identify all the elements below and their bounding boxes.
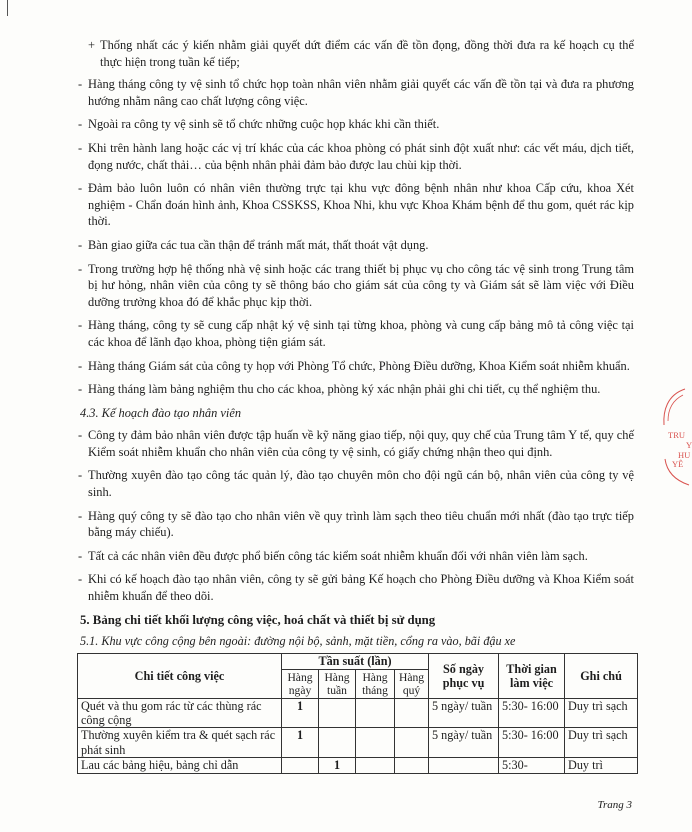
list-item-text: Hàng quý công ty sẽ đào tạo cho nhân viên về quy trình làm sạch theo tiêu chuẩn mới nhất (đào tạo trực tiếp bằng máy chiếu). (88, 508, 634, 540)
cell-monthly (356, 698, 395, 728)
header-monthly: Hàng tháng (356, 669, 395, 698)
cell-detail: Quét và thu gom rác từ các thùng rác công cộng (78, 698, 282, 728)
bullet-marker: - (78, 428, 83, 443)
bullet-marker: - (78, 548, 83, 563)
stamp-text-4: YÊ (672, 459, 684, 469)
stamp-arc-top (664, 389, 685, 425)
meeting-section (78, 37, 634, 398)
training-section (78, 427, 634, 604)
subheading-public-area: 5.1. Khu vực công cộng bên ngoài: đường nội bộ, sảnh, mặt tiền, cổng ra vào, bãi đậu xe (80, 634, 516, 649)
list-item-text: Trong trường hợp hệ thống nhà vệ sinh hoặc các trang thiết bị phục vụ cho công tác vệ sinh trong Trung tâm bị hư hỏng, nhân viên của công ty sẽ thông báo cho giám sát của công ty và Giám sát sẽ làm việc với Điều dưỡng trưởng khoa đó để khắc phục kịp thời. (88, 261, 634, 309)
list-item (78, 261, 634, 311)
bullet-marker: - (78, 77, 83, 92)
stamp-text-3: HU (678, 450, 691, 460)
cell-quarterly (395, 758, 429, 773)
table-row (78, 758, 638, 773)
cell-weekly: 1 (319, 758, 356, 773)
header-daily: Hàng ngày (282, 669, 319, 698)
cell-quarterly (395, 728, 429, 758)
bullet-marker: + (88, 38, 95, 52)
table-row (78, 698, 638, 728)
list-item (78, 427, 634, 460)
bullet-marker: - (78, 140, 83, 155)
page-corner-mark (7, 0, 8, 16)
list-item (78, 548, 634, 565)
list-item (78, 317, 634, 350)
cell-time: 5:30- (499, 758, 565, 773)
cell-quarterly (395, 698, 429, 728)
bullet-marker: - (78, 261, 83, 276)
header-quarterly: Hàng quý (395, 669, 429, 698)
cell-detail: Thường xuyên kiểm tra & quét sạch rác phát sinh (78, 728, 282, 758)
red-stamp-partial (655, 381, 692, 491)
list-item-text: Thường xuyên đào tạo công tác quản lý, đào tạo chuyên môn cho đội ngũ cán bộ, nhân viên của công ty vệ sinh. (88, 468, 634, 500)
cell-daily (282, 758, 319, 773)
list-item (78, 237, 634, 254)
list-item-text: Hàng tháng công ty vệ sinh tổ chức họp toàn nhân viên nhằm giải quyết các vấn đề tồn tại và đưa ra phương hướng nhằm nâng cao chất lượng công việc. (88, 77, 634, 108)
list-item-text: Tất cả các nhân viên đều được phổ biến công tác kiểm soát nhiễm khuẩn đối với nhân viên làm sạch. (88, 548, 588, 563)
list-item (78, 467, 634, 500)
list-item (78, 180, 634, 230)
list-item (78, 508, 634, 541)
list-item-text: Bàn giao giữa các tua cần thận để tránh mất mát, thất thoát vật dụng. (88, 237, 429, 252)
cell-note: Duy trì sạch (565, 698, 638, 728)
cell-note: Duy trì sạch (565, 728, 638, 758)
header-weekly: Hàng tuần (319, 669, 356, 698)
header-frequency-label: Tần suất (lần) (318, 654, 392, 669)
bullet-marker: - (78, 358, 83, 373)
list-item (78, 571, 634, 604)
bullet-marker: - (78, 181, 83, 196)
list-item (78, 116, 634, 133)
cell-daily: 1 (282, 698, 319, 728)
cell-detail: Lau các bảng hiệu, bảng chỉ dẫn (78, 758, 282, 773)
list-item (78, 358, 634, 375)
bullet-marker: - (78, 237, 83, 252)
header-detail: Chi tiết công việc (78, 654, 282, 698)
page-number: Trang 3 (597, 799, 632, 811)
header-time: Thời gian làm việc (499, 654, 565, 698)
list-item-text: Hàng tháng làm bảng nghiệm thu cho các khoa, phòng ký xác nhận phải ghi chi tiết, cụ thể nghiệm thu. (88, 382, 601, 397)
list-item-text: Ngoài ra công ty vệ sinh sẽ tổ chức những cuộc họp khác khi cần thiết. (88, 117, 440, 132)
table-row (78, 728, 638, 758)
bullet-marker: - (78, 318, 83, 333)
list-item (78, 37, 634, 70)
list-item-text: Thống nhất các ý kiến nhằm giải quyết dứt điểm các vấn đề tồn đọng, đồng thời đưa ra kế hoạch cụ thể thực hiện trong tuần kế tiếp; (100, 38, 634, 69)
section-5-title: 5. Bảng chi tiết khối lượng công việc, hoá chất và thiết bị sử dụng (80, 612, 436, 627)
cell-note: Duy trì (565, 758, 638, 773)
cell-time: 5:30- 16:00 (499, 698, 565, 728)
list-item (78, 76, 634, 109)
stamp-text-2: Y (686, 440, 692, 450)
cell-weekly (319, 728, 356, 758)
header-frequency (282, 654, 429, 669)
bullet-marker: - (78, 508, 83, 523)
list-item-text: Hàng tháng Giám sát của công ty họp với Phòng Tổ chức, Phòng Điều dưỡng, Khoa Kiểm soát nhiễm khuẩn. (88, 358, 630, 373)
cell-days: 5 ngày/ tuần (429, 728, 499, 758)
list-item-text: Khi có kế hoạch đào tạo nhân viên, công ty sẽ gửi bảng Kế hoạch cho Phòng Điều dưỡng và Khoa Kiểm soát nhiễm khuẩn để theo dõi. (88, 572, 634, 604)
list-item (78, 381, 634, 398)
stamp-text-1: TRU (668, 430, 685, 440)
bullet-marker: - (78, 468, 83, 483)
cell-monthly (356, 728, 395, 758)
work-volume-table (77, 653, 638, 773)
bullet-marker: - (78, 572, 83, 587)
cell-time: 5:30- 16:00 (499, 728, 565, 758)
list-item-text: Hàng tháng, công ty sẽ cung cấp nhật ký vệ sinh tại từng khoa, phòng và cung cấp bảng mô tả công việc tại các khoa để lãnh đạo khoa, phòng tiện giám sát. (88, 318, 634, 349)
cell-weekly (319, 698, 356, 728)
list-item-text: Khi trên hành lang hoặc các vị trí khác của các khoa phòng có phát sinh đột xuất như: các vết máu, dịch tiết, đọng nước, chất thải… của bệnh nhân phải đảm bảo được lau chùi kịp thời. (88, 140, 634, 172)
subheading-training-plan: 4.3. Kế hoạch đào tạo nhân viên (80, 405, 242, 420)
document-body (78, 37, 634, 774)
bullet-marker: - (78, 382, 83, 397)
bullet-marker: - (78, 117, 83, 132)
cell-daily: 1 (282, 728, 319, 758)
cell-days (429, 758, 499, 773)
header-days: Số ngày phục vụ (429, 654, 499, 698)
list-item (78, 140, 634, 173)
list-item-text: Đảm bảo luôn luôn có nhân viên thường trực tại khu vực đông bệnh nhân như khoa Cấp cứu, khoa Xét nghiệm - Chẩn đoán hình ảnh, Khoa CSSKSS, Khoa Nhi, khu vực Khoa Khám bệnh để thu gom, quét rác kịp thời. (88, 181, 634, 229)
cell-days: 5 ngày/ tuần (429, 698, 499, 728)
list-item-text: Công ty đảm bảo nhân viên được tập huấn về kỹ năng giao tiếp, nội quy, quy chế của Trung tâm Y tế, quy chế Kiểm soát nhiễm khuẩn cho nhân viên của công ty vệ sinh, có giấy chứng nhận theo qui định. (88, 428, 634, 459)
header-note: Ghi chú (565, 654, 638, 698)
cell-monthly (356, 758, 395, 773)
